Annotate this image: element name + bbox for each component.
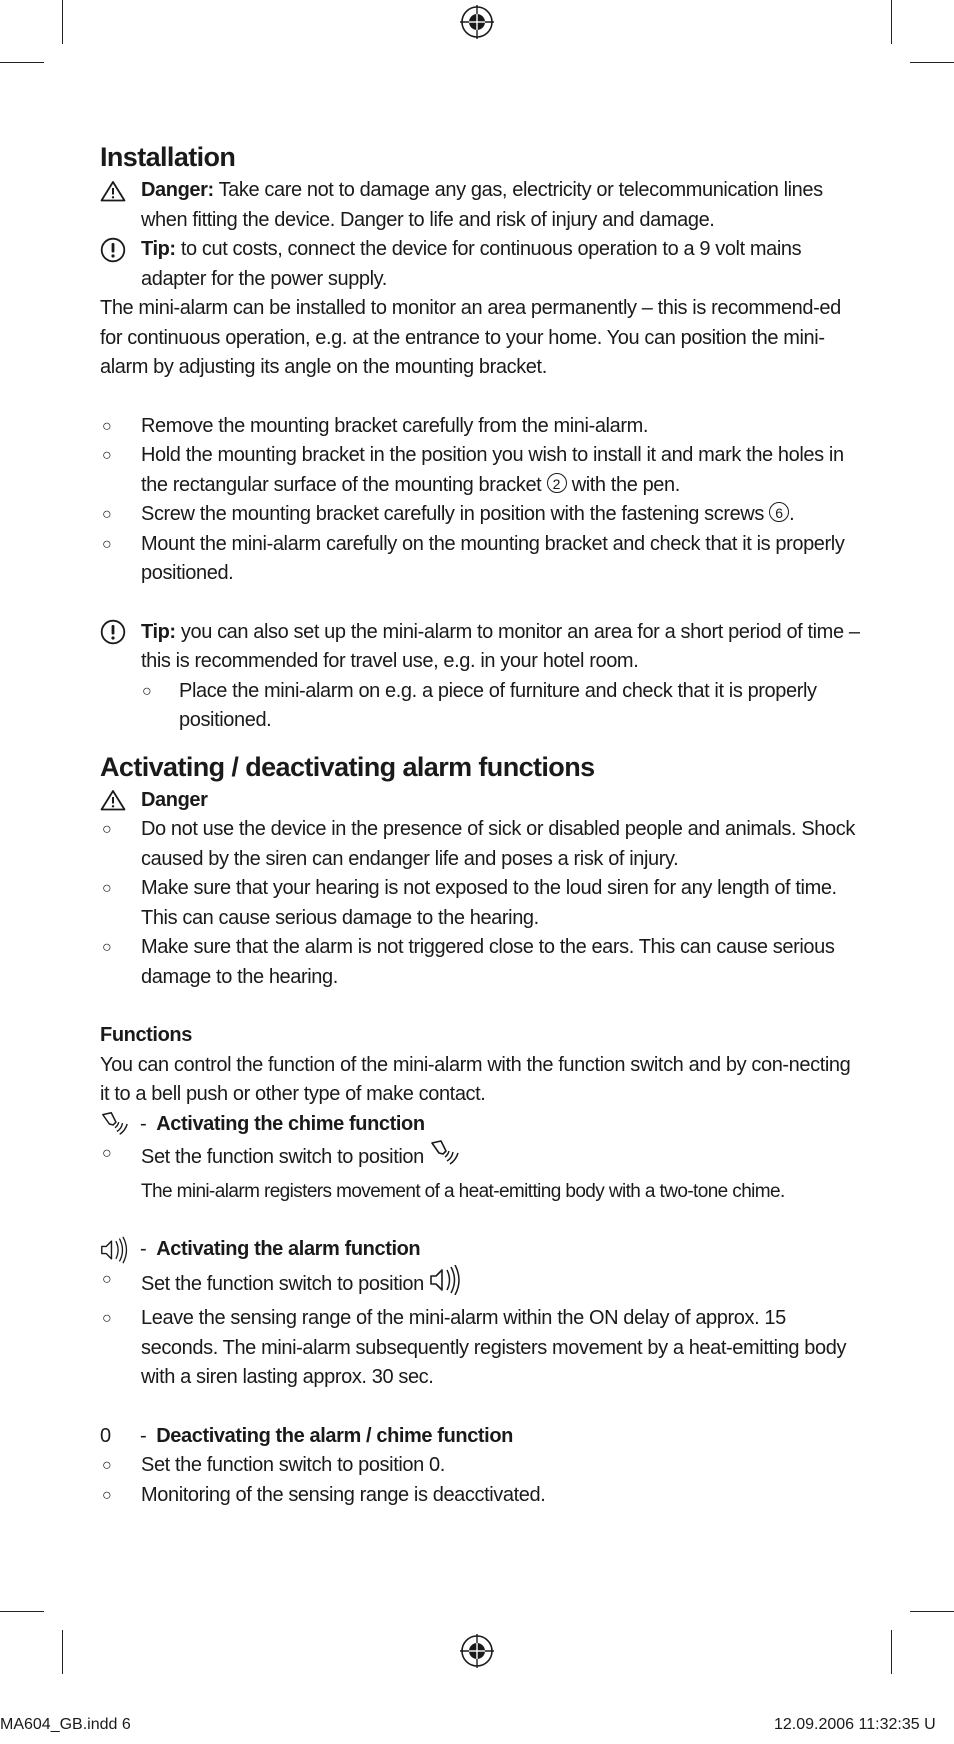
chime-note: The mini-alarm registers movement of a heat-emitting body with a two-tone chime. bbox=[141, 1180, 785, 1202]
registration-mark-icon bbox=[460, 5, 494, 39]
registration-mark-icon bbox=[460, 1634, 494, 1668]
installation-intro: The mini-alarm can be installed to monitor an area permanently – this is recommend-ed for continuous operation, e.g. at the entrance to your home. You can position the mini-alarm by adjusting its angle on the mounting bracket. bbox=[100, 297, 841, 378]
exclamation-circle-icon bbox=[100, 235, 130, 265]
list-item: ○ Mount the mini-alarm carefully on the mounting bracket and check that it is properly positioned. bbox=[100, 530, 860, 589]
functions-intro: You can control the function of the mini-alarm with the function switch and by con-necting it to a bell push or other type of make contact. bbox=[100, 1053, 851, 1105]
circle-bullet-icon: ○ bbox=[102, 1270, 112, 1288]
activating-heading: Activating / deactivating alarm functions bbox=[100, 751, 595, 782]
exclamation-circle-icon bbox=[100, 618, 130, 648]
crop-mark bbox=[0, 1611, 44, 1612]
circle-bullet-icon: ○ bbox=[102, 506, 112, 523]
crop-mark bbox=[891, 1630, 892, 1674]
list-item: ○ Monitoring of the sensing range is deacctivated. bbox=[100, 1481, 860, 1511]
circle-bullet-icon: ○ bbox=[102, 417, 112, 435]
crop-mark bbox=[62, 1630, 63, 1674]
crop-mark bbox=[0, 62, 44, 63]
speaker-siren-icon bbox=[100, 1235, 130, 1265]
circle-bullet-icon: ○ bbox=[102, 1145, 112, 1162]
circle-bullet-icon: ○ bbox=[142, 682, 152, 700]
deactivate-function-heading: 0 - Deactivating the alarm / chime function bbox=[100, 1422, 860, 1452]
list-item: ○ Make sure that the alarm is not triggered close to the ears. This can cause serious damage to the hearing. bbox=[100, 933, 860, 992]
circle-bullet-icon: ○ bbox=[102, 939, 112, 956]
list-item: ○ Place the mini-alarm on e.g. a piece of furniture and check that it is properly positioned. bbox=[100, 677, 860, 736]
tip-note bbox=[100, 235, 860, 294]
danger-note bbox=[100, 176, 860, 235]
crop-mark bbox=[910, 1611, 954, 1612]
danger-note bbox=[100, 786, 860, 816]
crop-mark bbox=[910, 62, 954, 63]
circle-bullet-icon: ○ bbox=[102, 1310, 112, 1327]
circle-bullet-icon: ○ bbox=[102, 1457, 112, 1474]
tip-note bbox=[100, 618, 860, 677]
tip-text: you can also set up the mini-alarm to monitor an area for a short period of time – this is recommended for travel use, e.g. in your hotel room. bbox=[141, 620, 860, 672]
crop-mark bbox=[62, 0, 63, 44]
danger-label: Danger: bbox=[141, 179, 214, 201]
circle-bullet-icon: ○ bbox=[102, 821, 112, 838]
list-item: ○ Do not use the device in the presence of sick or disabled people and animals. Shock caused by the siren can endanger life and poses a risk of injury. bbox=[100, 815, 860, 874]
list-item: ○ Screw the mounting bracket carefully in position with the fastening screws 6 . bbox=[100, 500, 860, 530]
danger-label: Danger bbox=[141, 788, 208, 811]
circle-bullet-icon: ○ bbox=[102, 880, 112, 897]
reference-number-badge: 2 bbox=[547, 473, 567, 493]
alarm-function-heading: - Activating the alarm function bbox=[100, 1235, 860, 1265]
crop-mark bbox=[891, 0, 892, 44]
tip-label: Tip: bbox=[141, 620, 176, 643]
tip-text: to cut costs, connect the device for continuous operation to a 9 volt mains adapter for the power supply. bbox=[141, 238, 802, 290]
speaker-siren-icon bbox=[429, 1265, 463, 1305]
danger-text: Take care not to damage any gas, electricity or telecommunication lines when fitting the device. Danger to life and risk of injury and damage. bbox=[141, 179, 823, 231]
bell-chime-icon bbox=[429, 1139, 461, 1177]
warning-triangle-icon bbox=[100, 786, 130, 816]
circle-bullet-icon: ○ bbox=[102, 447, 112, 464]
position-zero-marker: 0 bbox=[100, 1424, 111, 1447]
list-item: ○ Hold the mounting bracket in the position you wish to install it and mark the holes in the rectangular surface of the mounting bracket 2 with the pen. bbox=[100, 441, 860, 500]
circle-bullet-icon: ○ bbox=[102, 535, 112, 553]
list-item: ○ Remove the mounting bracket carefully from the mini-alarm. bbox=[100, 412, 860, 442]
page-content bbox=[100, 140, 860, 1510]
list-item: ○ Set the function switch to position bbox=[100, 1265, 860, 1305]
installation-heading: Installation bbox=[100, 142, 236, 172]
circle-bullet-icon: ○ bbox=[102, 1486, 112, 1504]
tip-label: Tip: bbox=[141, 238, 176, 260]
list-item: ○ Leave the sensing range of the mini-alarm within the ON delay of approx. 15 seconds. The mini-alarm subsequently registers movement by a heat-emitting body with a siren lasting approx. 30 sec. bbox=[100, 1304, 860, 1393]
list-item: ○ Make sure that your hearing is not exposed to the loud siren for any length of time. This can cause serious damage to the hearing. bbox=[100, 874, 860, 933]
chime-function-heading: - Activating the chime function bbox=[100, 1110, 860, 1140]
reference-number-badge: 6 bbox=[769, 502, 789, 522]
bell-chime-icon bbox=[100, 1110, 130, 1138]
list-item: ○ Set the function switch to position bbox=[100, 1139, 860, 1177]
date-slug: 12.09.2006 11:32:35 U bbox=[774, 1716, 936, 1733]
list-item: ○ Set the function switch to position 0. bbox=[100, 1451, 860, 1481]
warning-triangle-icon bbox=[100, 176, 130, 206]
functions-heading: Functions bbox=[100, 1024, 192, 1046]
file-slug: MA604_GB.indd 6 bbox=[0, 1716, 131, 1733]
